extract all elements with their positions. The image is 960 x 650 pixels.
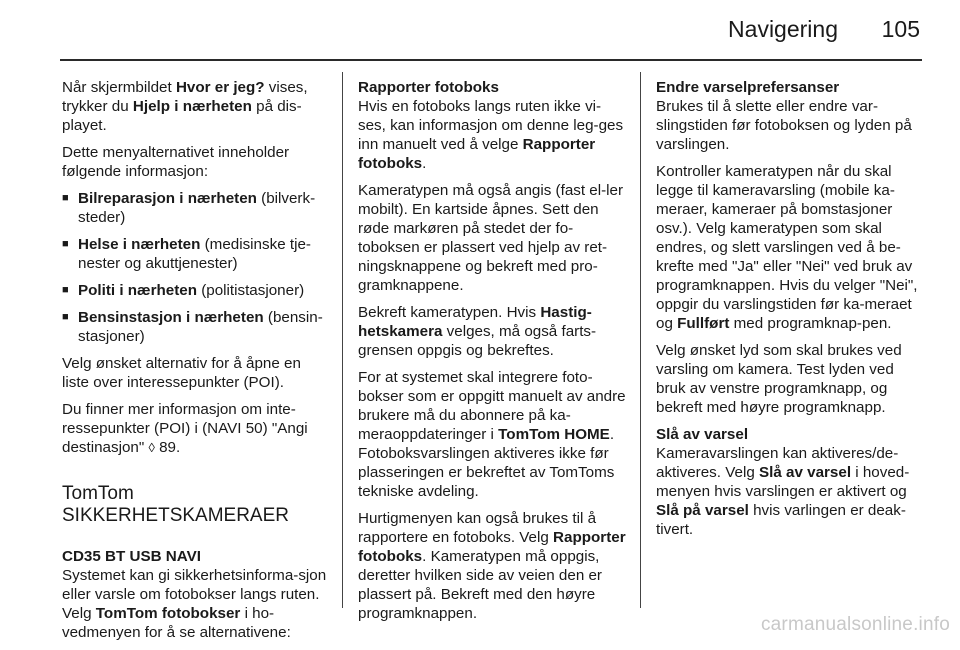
text: (bilverk-steder) [78, 190, 316, 226]
list-item [62, 189, 332, 227]
sub-heading: Endre varselprefersanser [656, 79, 840, 96]
text: i hoved-menyen hvis varslingen er aktivert og [656, 464, 910, 500]
menu-term: Hvor er jeg? [175, 79, 265, 96]
text: Når skjermbildet [62, 79, 176, 96]
text: . Kameratypen må oppgis, deretter hvilken side av veien den er plassert på. Bekreft med den høyre programknappen. [358, 548, 602, 622]
column-2 [358, 78, 628, 631]
section-heading [62, 483, 332, 527]
paragraph [656, 444, 926, 539]
paragraph [358, 303, 628, 360]
header-rule [60, 59, 922, 61]
list-item [62, 235, 332, 273]
menu-term: Fullført [677, 315, 730, 332]
text: Hvis en fotoboks langs ruten ikke vi-ses, kan informasjon om denne leg-ges inn manuelt ved å velge [358, 98, 624, 153]
paragraph [358, 97, 628, 173]
text: vises, trykker du [62, 79, 308, 115]
paragraph [358, 509, 628, 623]
text: Du finner mer informasjon om inte-ressepunkter (POI) i (NAVI 50) "Angi destinasjon" [62, 401, 308, 456]
page-reference[interactable]: 89. [154, 439, 181, 456]
list-item [62, 308, 332, 346]
menu-term: TomTom fotobokser [95, 605, 241, 622]
page-number: 105 [881, 16, 920, 42]
text: Bekreft kameratypen. Hvis [358, 304, 541, 321]
text: (medisinske tje-nester og akuttjenester) [78, 236, 311, 272]
text: Hurtigmenyen kan også brukes til å rapportere en fotoboks. Velg [358, 510, 597, 546]
menu-term: Hjelp i nærheten [132, 98, 252, 115]
menu-term: Rapporter fotoboks [358, 529, 626, 565]
menu-term: Helse i nærheten [78, 236, 201, 253]
text: hvis varlingen er deak-tivert. [656, 502, 906, 538]
paragraph [62, 78, 332, 135]
bullet-square-icon: ■ [62, 311, 69, 323]
paragraph: Velg ønsket lyd som skal brukes ved varsling om kamera. Test lyden ved bruk av venstre programknapp, og bekreft med høyre programknapp. [656, 342, 902, 416]
bullet-square-icon: ■ [62, 284, 69, 296]
text: Systemet kan gi sikkerhetsinforma-sjon eller varsle om fotobokser langs ruten. Velg [62, 567, 327, 622]
menu-term: Slå på varsel [656, 502, 749, 519]
menu-term: Slå av varsel [759, 464, 852, 481]
paragraph: Velg ønsket alternativ for å åpne en liste over interessepunkter (POI). [62, 355, 301, 391]
menu-term: Rapporter fotoboks [358, 136, 596, 172]
text: på dis-playet. [62, 98, 302, 134]
paragraph: Brukes til å slette eller endre var-slingstiden før fotoboksen og lyden på varslingen. [656, 98, 912, 153]
paragraph: Kameratypen må også angis (fast el-ler mobilt). En kartside åpnes. Sett den røde markøren på stedet der fo-toboksen er plassert ved hjelp av ret-ningsknappene og bekreft med pro-gramknappene. [358, 182, 624, 294]
paragraph: Dette menyalternativet inneholder følgende informasjon: [62, 144, 290, 180]
heading-line: SIKKERHETSKAMERAER [62, 505, 289, 526]
sub-heading: Rapporter fotoboks [358, 79, 499, 96]
page-reference-arrow-icon: ◊ [148, 440, 155, 455]
menu-term: Politi i nærheten [78, 282, 197, 299]
menu-term: Bensinstasjon i nærheten [78, 309, 264, 326]
text: Kontroller kameratypen når du skal legge til kameravarsling (mobile ka-meraer, kameraer på bomstasjoner osv.). Velg kameratypen som skal endres, og slett varslingen ved å be-krefte med "Ja" eller "Nei" ved bruk av programknappen. Hvis du velger "Nei", oppgir du varslingstiden før ka-meraet og [656, 163, 918, 332]
text: velges, må også farts-grensen oppgis og bekreftes. [358, 323, 597, 359]
sub-heading: CD35 BT USB NAVI [62, 548, 201, 565]
bullet-square-icon: ■ [62, 238, 69, 250]
text: i ho-vedmenyen for å se alternativene: [62, 605, 291, 641]
text: Kameravarslingen kan aktiveres/de-aktiveres. Velg [656, 445, 899, 481]
menu-term: Hastig-hetskamera [358, 304, 592, 340]
text: (politistasjoner) [196, 282, 305, 299]
column-1 [62, 78, 332, 650]
page-header-title: Navigering [728, 16, 838, 42]
sub-heading: Slå av varsel [656, 426, 749, 443]
text: med programknap-pen. [729, 315, 892, 332]
text: . [422, 155, 427, 172]
paragraph [62, 566, 332, 642]
column-3 [656, 78, 926, 547]
paragraph [62, 400, 332, 457]
menu-term: TomTom HOME [498, 426, 610, 443]
menu-term: Bilreparasjon i nærheten [78, 190, 257, 207]
column-divider-2 [640, 72, 641, 608]
bullet-square-icon: ■ [62, 192, 69, 204]
watermark: carmanualsonline.info [760, 614, 950, 635]
paragraph [358, 368, 628, 501]
list-item [62, 281, 332, 300]
paragraph [656, 162, 926, 333]
text: For at systemet skal integrere foto-bokser som er oppgitt manuelt av andre brukere må du abonnere på ka-meraoppdateringer i [358, 369, 626, 443]
text: (bensin-stasjoner) [78, 309, 323, 345]
heading-line: TomTom [62, 483, 134, 504]
column-divider-1 [342, 72, 343, 608]
text: . Fotoboksvarslingen aktiveres ikke før plasseringen er bekreftet av TomToms tekniske avdeling. [358, 426, 615, 500]
